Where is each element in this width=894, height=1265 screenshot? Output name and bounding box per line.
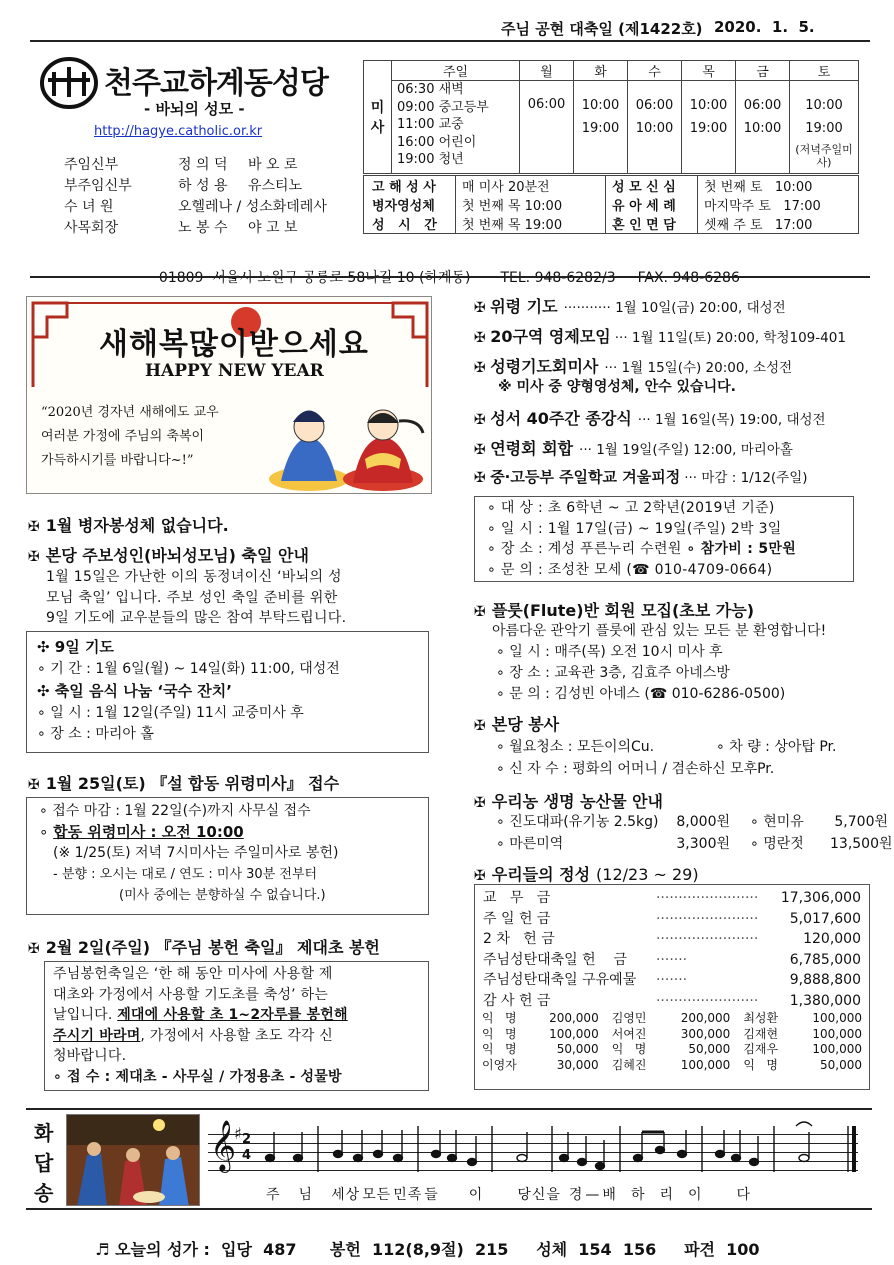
offering-row: 2 차 헌 금 ······················· 120,000 [483, 931, 861, 947]
retreat-fee: ∘ 참가비 : 5만원 [686, 541, 797, 557]
psalm-top-rule [26, 1108, 872, 1110]
address-line [150, 251, 740, 287]
patron-feast-body: 1월 15일은 가난한 이의 동정녀이신 ‘바뇌의 성 모님 축일’ 입니다. 주보 성인 축일 준비를 위한 9일 기도에 교우분들의 많은 참여 부탁드립니다. [46, 569, 347, 626]
retreat-contact: ∘ 문 의 : 조성찬 모세 (☎ 010-4709-0664) [487, 561, 773, 578]
cross-bullet-icon: ✠ [474, 604, 486, 620]
event-item: ✠ 20구역 영제모임 ··· 1월 11일(토) 20:00, 학청109-401 [474, 327, 846, 346]
address: 01809 서울시 노원구 공릉로 58나길 10 (하계동) [158, 270, 471, 286]
cross-bullet-icon: ✠ [474, 718, 486, 734]
section-patron-feast: ✠ 본당 주보성인(바뇌성모님) 축일 안내 [28, 546, 309, 565]
sacrament-row: 성 시 간 첫 번째 목 19:00 혼 인 면 담 셋째 주 토 17:00 [364, 214, 859, 234]
novena-title: 9일 기도 [54, 638, 114, 656]
telephone: TEL. 948-6282/3 [500, 270, 616, 286]
children-bowing-illustration [261, 389, 431, 493]
memorial-note: (※ 1/25(토) 저녁 7시미사는 주일미사로 봉헌) [53, 845, 339, 861]
tuesday-times: 10:00 19:00 [574, 81, 628, 174]
day-header: 월 [520, 61, 574, 81]
wednesday-times: 06:00 10:00 [628, 81, 682, 174]
staff-row: 부주임신부 하 성 용 유스티노 [64, 178, 303, 194]
section-offerings: ✠ 우리들의 정성 (12/23 ~ 29) [474, 865, 699, 884]
retreat-target: ∘ 대 상 : 초 6학년 ~ 고 2학년(2019년 기준) [487, 500, 775, 516]
candle-reception: ∘ 접 수 : 제대초 - 사무실 / 가정용초 - 성물방 [53, 1068, 342, 1085]
donor-row: 익 명 200,000 김영민 200,000 최성환 100,000 [482, 1011, 862, 1025]
website-link[interactable]: http://hagye.catholic.or.kr [94, 124, 263, 139]
psalm-lyrics: 주 님 세상 모든 민족 들 이 당신을 경 — 배 하 리 이 다 [266, 1187, 752, 1203]
novena-box [26, 631, 429, 753]
section-farm-produce: ✠ 우리농 생명 농산물 안내 [474, 792, 664, 811]
novena-period: ∘ 기 간 : 1월 6일(월) ~ 14일(화) 11:00, 대성전 [37, 661, 340, 677]
new-year-banner [26, 296, 432, 494]
header-rule [30, 40, 870, 42]
hymn-line: ♬ 오늘의 성가 : 입당 487 봉헌 112(8,9절) 215 성체 154 156 파견 100 [95, 1240, 760, 1259]
mass-side-label: 미 사 [364, 61, 392, 174]
offerings-box [474, 884, 870, 1090]
day-header: 목 [682, 61, 736, 81]
retreat-date: ∘ 일 시 : 1월 17일(금) ~ 19일(주일) 2박 3일 [487, 520, 782, 537]
sunday-times: 06:30 새벽 09:00 중고등부 11:00 교중 16:00 어린이 19:00 청년 [392, 81, 520, 174]
donor-row: 익 명 50,000 익 명 50,000 김재우 100,000 [482, 1042, 862, 1056]
staff-list [64, 155, 364, 239]
donor-row: 이영자 30,000 김혜진 100,000 익 명 50,000 [482, 1057, 862, 1072]
memorial-incense-note: (미사 중에는 분향하실 수 없습니다.) [119, 888, 326, 903]
cross-bullet-icon: ✠ [474, 412, 491, 428]
noodle-party-title: 축일 음식 나눔 ‘국수 잔치’ [54, 682, 232, 700]
music-staff [208, 1120, 860, 1174]
offering-row: 주님성탄대축일 구유예물 ······· 9,888,800 [483, 972, 861, 988]
cross-bullet-icon: ✠ [474, 442, 491, 458]
section-memorial-mass: ✠ 1월 25일(토) 『설 합동 위령미사』 접수 [28, 774, 340, 793]
cross-bullet-icon: ✠ [474, 300, 491, 316]
service-body: ∘ 월요청소 : 모든이의Cu. ∘ 차 량 : 상아탑 Pr. ∘ 신 자 수 : 평화의 어머니 / 겸손하신 모후Pr. [496, 739, 837, 777]
section-parish-service: ✠ 본당 봉사 [474, 715, 560, 734]
section-candle-offering: ✠ 2월 2일(주일) 『주님 봉헌 축일』 제대초 봉헌 [28, 938, 380, 957]
cross-bullet-icon: ✠ [28, 941, 40, 957]
church-logo [40, 57, 98, 109]
event-item: ✠ 성서 40주간 종강식 ··· 1월 16일(목) 19:00, 대성전 [474, 409, 826, 428]
events-list [474, 294, 874, 492]
cross-bullet-icon: ✠ [474, 795, 486, 811]
saturday-times: 10:00 19:00 (저녁주일미사) [790, 81, 859, 174]
cross-bullet-icon: ✠ [28, 519, 40, 535]
banner-title: 새해복많이받으세요 [99, 327, 369, 362]
mass-schedule-table [363, 60, 859, 174]
cross-bullet-icon: ✠ [474, 868, 486, 884]
section-flute: ✠ 플룻(Flute)반 회원 모집(초보 가능) [474, 601, 755, 620]
cross-bullet-icon: ✠ [28, 777, 40, 793]
sacrament-row: 병자영성체 첫 번째 목 10:00 유 아 세 례 마지막주 토 17:00 [364, 195, 859, 214]
event-item: ✠ 성령기도회미사 ··· 1월 15일(수) 20:00, 소성전 [474, 357, 793, 376]
memorial-deadline: ∘ 접수 마감 : 1월 22일(수)까지 사무실 접수 [39, 803, 311, 819]
offerings-table [479, 888, 865, 1011]
offering-row: 주님성탄대축일 헌 금 ······· 6,785,000 [483, 951, 861, 968]
memorial-mass-time: 합동 위령미사 : 오전 10:00 [53, 823, 244, 841]
issue-title: 주님 공현 대축일 (제1422호) [501, 20, 703, 38]
sparkle-icon: ✣ [37, 682, 55, 700]
day-header: 주일 [392, 61, 520, 81]
monday-times: 06:00 [520, 81, 574, 174]
music-note-icon: ♬ [95, 1240, 116, 1259]
church-name: 천주교하계동성당 [104, 66, 328, 101]
nativity-image [66, 1114, 200, 1206]
farm-body: ∘ 진도대파(유기농 2.5kg) 8,000원 ∘ 현미유 5,700원 ∘ 마른미역 3,300원 ∘ 명란젓 13,500원 [496, 814, 893, 852]
cross-bullet-icon: ✠ [474, 360, 491, 376]
offering-row: 주 일 헌 금 ······················· 5,017,600 [483, 910, 861, 927]
event-item: ✠ 중·고등부 주일학교 겨울피정 ··· 마감 : 1/12(주일) [474, 468, 808, 486]
day-header: 금 [736, 61, 790, 81]
melody-notes [208, 1118, 860, 1178]
day-header: 수 [628, 61, 682, 81]
day-header: 화 [574, 61, 628, 81]
staff-row: 수 녀 원 오헬레나 / 성소화데레사 [64, 199, 327, 215]
memorial-incense: - 분향 : 오시는 대로 / 연도 : 미사 30분 전부터 [53, 867, 318, 882]
address-rule [30, 276, 870, 278]
noodle-party-place: ∘ 장 소 : 마리아 홀 [37, 726, 154, 742]
donor-row: 익 명 100,000 서여진 300,000 김재현 100,000 [482, 1026, 862, 1041]
retreat-box [474, 496, 854, 582]
issue-date: 2020. 1. 5. [714, 18, 815, 36]
event-note: ※ 미사 중 양형영성체, 안수 있습니다. [498, 379, 736, 395]
section-sick-communion: ✠ 1월 병자봉성체 없습니다. [28, 516, 229, 535]
noodle-party-time: ∘ 일 시 : 1월 12일(주일) 11시 교중미사 후 [37, 705, 304, 721]
day-header: 토 [790, 61, 859, 81]
treble-clef-icon: 𝄞 [210, 1120, 237, 1171]
patron-name: - 바뇌의 성모 - [144, 100, 245, 118]
sharp-icon: ♯ [234, 1124, 242, 1143]
cross-bullet-icon: ✠ [474, 470, 491, 486]
time-signature: 2 4 [242, 1132, 252, 1163]
banner-message: “2020년 경자년 새해에도 교우 여러분 가정에 주님의 축복이 가득하시기를 바랍니다~!” [41, 405, 219, 468]
candle-offering-box: 주님봉헌축일은 ‘한 해 동안 미사에 사용할 제 대초와 가정에서 사용할 기도초를 축성’ 하는 날입니다. 제대에 사용할 초 1~2자루를 봉헌해 주시기 바라며, 가정에서 사용할 초도 각각 신 청바랍니다. ∘ 접 수 : 제대초 - 사무실 / 가정용초 - 성물방 [44, 961, 429, 1091]
staff-row: 주임신부 정 의 덕 바 오 로 [64, 157, 298, 173]
staff-row: 사목회장 노 봉 수 야 고 보 [64, 220, 298, 236]
cross-bullet-icon: ✠ [474, 330, 491, 346]
psalm-bottom-rule [26, 1208, 872, 1210]
flute-body: 아름다운 관악기 플룻에 관심 있는 모든 분 환영합니다! ∘ 일 시 : 매주(목) 오전 10시 미사 후 ∘ 장 소 : 교육관 3층, 김효주 아네스방 ∘ 문 의 : 김성빈 아네스 (☎ 010-6286-0500) [492, 623, 827, 702]
event-item: ✠ 위령 기도 ··········· 1월 10일(금) 20:00, 대성전 [474, 297, 786, 316]
friday-times: 06:00 10:00 [736, 81, 790, 174]
sparkle-icon: ✣ [37, 638, 55, 656]
psalm-label: 화 답 송 [34, 1121, 54, 1205]
fax: FAX. 948-6286 [637, 270, 740, 286]
donors-table [479, 1011, 865, 1073]
offering-row: 교 무 금 ······················· 17,306,000 [483, 890, 861, 906]
cross-bullet-icon: ✠ [28, 549, 40, 565]
memorial-mass-box: ∘ 접수 마감 : 1월 22일(수)까지 사무실 접수 ∘ 합동 위령미사 : 오전 10:00 (※ 1/25(토) 저녁 7시미사는 주일미사로 봉헌) - 분향 : 오시는 대로 / 연도 : 미사 30분 전부터 (미사 중에는 분향하실 수 없습니다.) [26, 797, 429, 915]
sacrament-table [363, 175, 859, 234]
event-item: ✠ 연령회 회합 ··· 1월 19일(주일) 12:00, 마리아홀 [474, 439, 793, 458]
sacrament-row: 고 해 성 사 매 미사 20분전 성 모 신 심 첫 번째 토 10:00 [364, 176, 859, 196]
thursday-times: 10:00 19:00 [682, 81, 736, 174]
offering-row: 감 사 헌 금 ······················· 1,380,000 [483, 992, 861, 1009]
banner-subtitle: HAPPY NEW YEAR [145, 361, 324, 381]
retreat-place: ∘ 장 소 : 계성 푸른누리 수련원 [487, 541, 682, 557]
